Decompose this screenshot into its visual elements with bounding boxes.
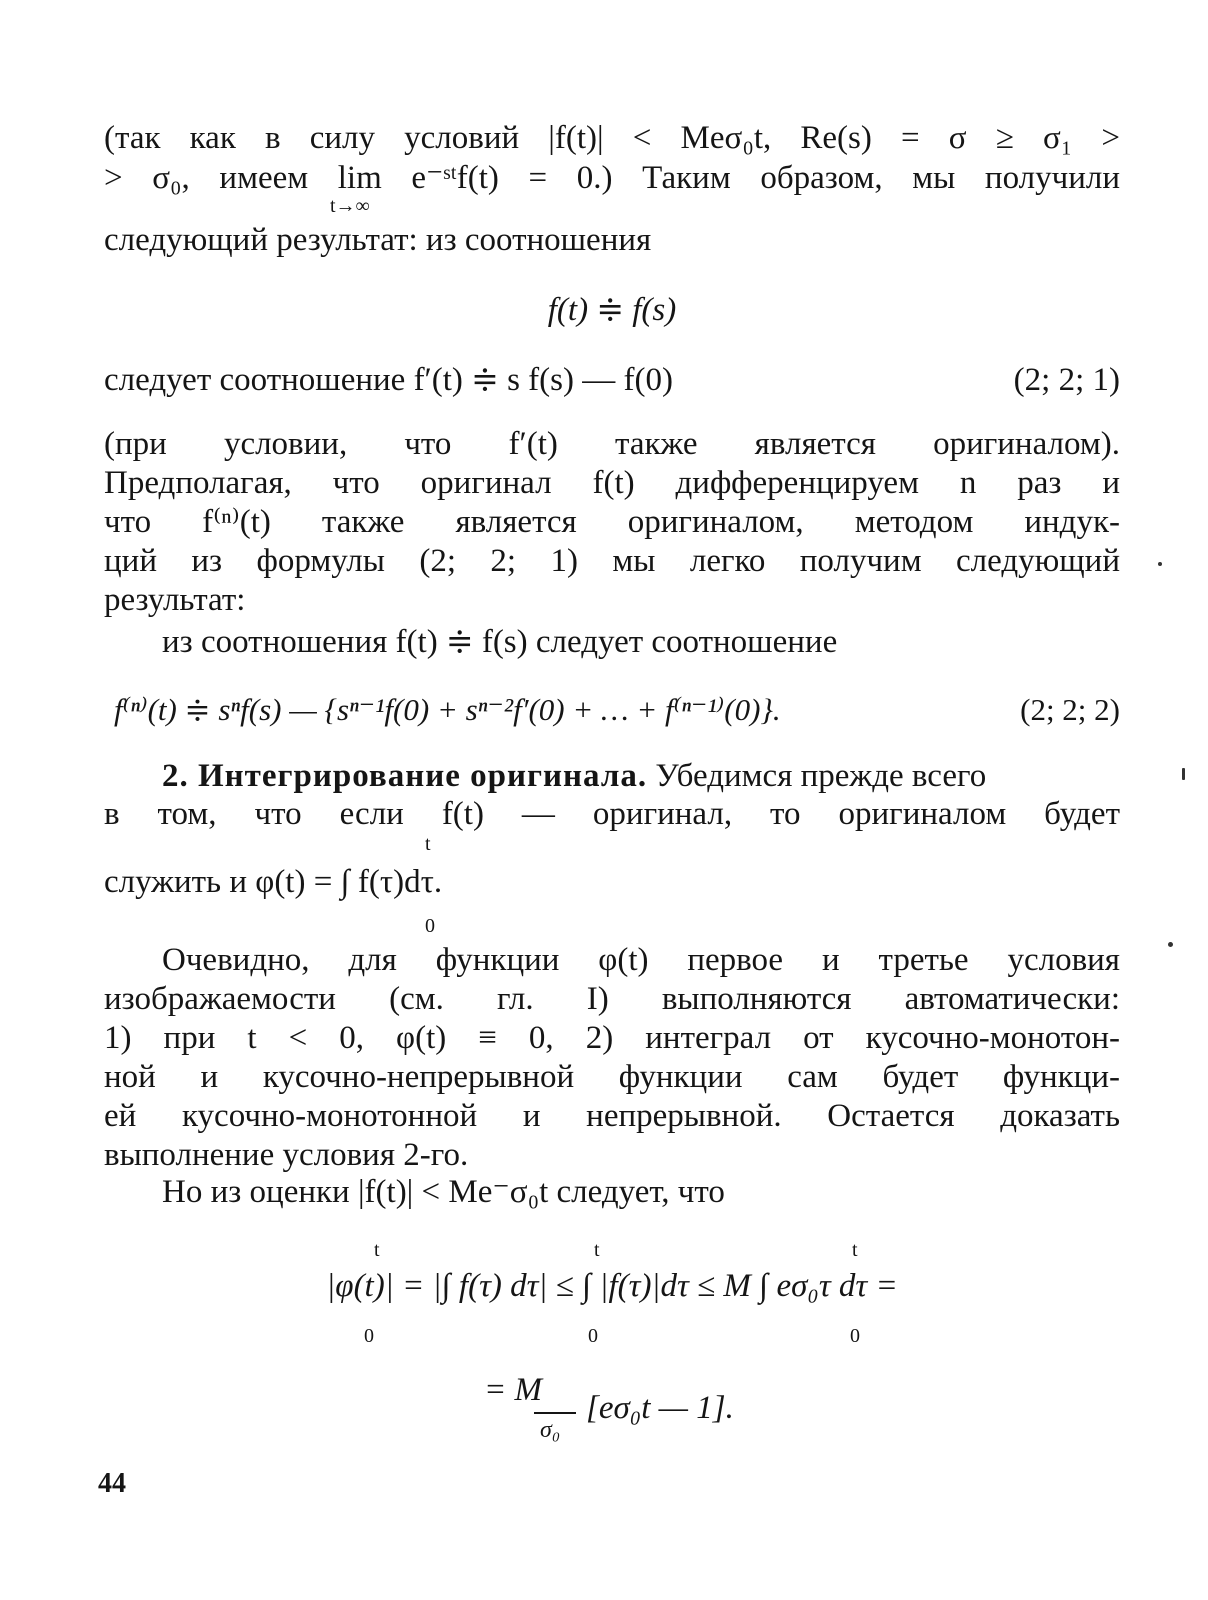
integral-1-lower-limit: 0: [364, 1325, 374, 1347]
section-heading: 2. Интегрирование оригинала.: [162, 758, 648, 794]
text-line-2: > σ₀, имеем lim e⁻ˢᵗf(t) = 0.) Таким образом, мы получили: [104, 160, 1120, 196]
integral-2-lower-limit: 0: [588, 1325, 598, 1347]
integral-3-upper-limit: t: [852, 1239, 858, 1261]
integral-lower-limit: 0: [425, 915, 435, 937]
integral-3-lower-limit: 0: [850, 1325, 860, 1347]
scan-speck: [1182, 768, 1185, 780]
page-number: 44: [98, 1468, 126, 1499]
equation-number-2-2-2: (2; 2; 2): [1020, 692, 1120, 727]
equation-number-2-2-1: (2; 2; 1): [1013, 362, 1120, 398]
fraction-denominator: σ₀: [540, 1417, 561, 1443]
text-line-3: следующий результат: из соотношения: [104, 222, 652, 258]
text-line-14: 1) при t < 0, φ(t) ≡ 0, 2) интеграл от кусочно-монотон-: [104, 1020, 1120, 1056]
limit-subscript: t→∞: [330, 195, 370, 217]
text-line-5: Предполагая, что оригинал f(t) дифференцируем n раз и: [104, 465, 1120, 501]
integral-1-upper-limit: t: [374, 1239, 380, 1261]
text-line-1: (так как в силу условий |f(t)| < Meσ₀t, Re(s) = σ ≥ σ₁ >: [104, 120, 1120, 156]
fraction-numerator-line: = M: [484, 1372, 543, 1408]
section-heading-line: [162, 756, 1120, 796]
formula-laplace-pair: f(t) ≑ f(s): [547, 292, 677, 328]
text-line-11: служить и φ(t) = ∫ f(τ)dτ.: [104, 864, 443, 900]
nth-derivative-formula: f⁽ⁿ⁾(t) ≑ sⁿf(s) — {sⁿ⁻¹f(0) + sⁿ⁻²f′(0) + … + f⁽ⁿ⁻¹⁾(0)}.: [114, 692, 781, 727]
derivative-rule-text: следует соотношение f′(t) ≑ s f(s) — f(0): [104, 362, 673, 398]
text-line-7: ций из формулы (2; 2; 1) мы легко получим следующий: [104, 543, 1120, 579]
text-line-9: из соотношения f(t) ≑ f(s) следует соотношение: [162, 624, 838, 660]
text-line-6: что f⁽ⁿ⁾(t) также является оригиналом, методом индук-: [104, 504, 1120, 540]
formula-result: [eσ₀t — 1].: [586, 1390, 734, 1426]
integral-2-upper-limit: t: [594, 1239, 600, 1261]
text-line-4: (при условии, что f′(t) также является оригиналом).: [104, 426, 1120, 462]
text-line-10: в том, что если f(t) — оригинал, то оригиналом будет: [104, 796, 1120, 832]
text-line-18: Но из оценки |f(t)| < Me⁻σ₀t следует, что: [162, 1174, 725, 1210]
text-line-16: ей кусочно-монотонной и непрерывной. Остается доказать: [104, 1098, 1120, 1134]
integral-upper-limit: t: [425, 833, 431, 855]
fraction-bar: [534, 1412, 576, 1414]
text-line-17: выполнение условия 2-го.: [104, 1137, 469, 1173]
formula-estimate: |φ(t)| = |∫ f(τ) dτ| ≤ ∫ |f(τ)|dτ ≤ M ∫ eσ₀τ dτ =: [326, 1268, 898, 1304]
section-heading-continuation: Убедимся прежде всего: [655, 758, 987, 794]
text-line-13: изображаемости (см. гл. I) выполняются автоматически:: [104, 981, 1120, 1017]
text-line-derivative-rule: [104, 360, 1120, 400]
text-line-8: результат:: [104, 582, 246, 618]
scan-speck: [1158, 562, 1162, 566]
scan-speck: [1168, 942, 1173, 947]
formula-nth-derivative: [114, 690, 1120, 730]
text-line-15: ной и кусочно-непрерывной функции сам будет функци-: [104, 1059, 1120, 1095]
text-line-12: Очевидно, для функции φ(t) первое и третье условия: [162, 942, 1120, 978]
